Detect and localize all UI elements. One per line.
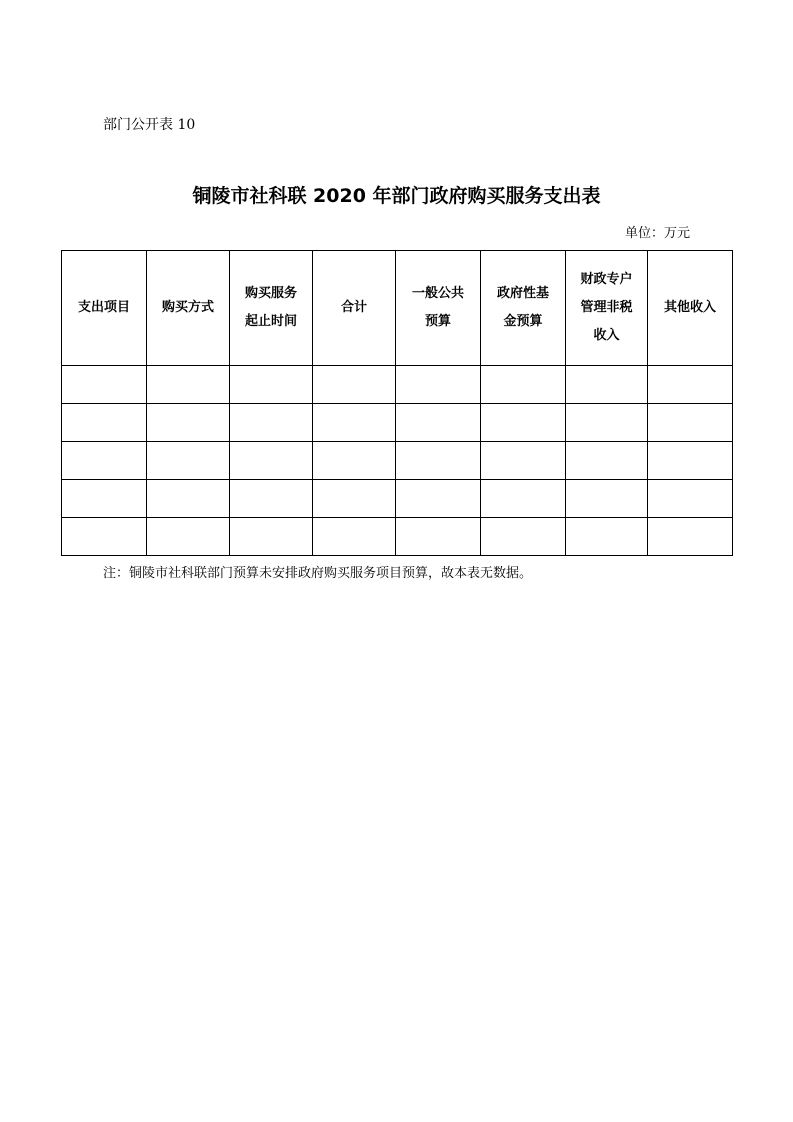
table-row <box>62 442 733 480</box>
header-line: 金预算 <box>503 314 543 329</box>
table-cell <box>481 404 566 442</box>
header-line: 购买服务 <box>244 286 297 301</box>
header-line: 收入 <box>593 328 620 343</box>
table-row <box>62 518 733 556</box>
header-line: 预算 <box>424 314 451 329</box>
column-header-other-income <box>648 251 733 366</box>
table-cell <box>396 404 481 442</box>
table-cell <box>62 366 147 404</box>
table-cell <box>313 442 396 480</box>
header-line: 合计 <box>340 300 367 315</box>
purchase-services-table <box>61 250 733 556</box>
table-cell <box>396 480 481 518</box>
column-header-general-public-budget <box>396 251 481 366</box>
table-cell <box>147 404 230 442</box>
table-cell <box>230 366 313 404</box>
table-cell <box>147 366 230 404</box>
table-cell <box>313 480 396 518</box>
table-cell <box>147 518 230 556</box>
column-header-special-account-nontax-income <box>566 251 648 366</box>
table-cell <box>396 442 481 480</box>
table-cell <box>313 404 396 442</box>
table-cell <box>230 404 313 442</box>
column-header-total <box>313 251 396 366</box>
column-header-expense-item <box>62 251 147 366</box>
table-cell <box>396 366 481 404</box>
column-header-government-fund-budget <box>481 251 566 366</box>
header-line: 财政专户 <box>580 272 633 287</box>
table-cell <box>147 480 230 518</box>
table-cell <box>648 480 733 518</box>
table-cell <box>566 518 648 556</box>
column-header-purchase-method <box>147 251 230 366</box>
header-line: 管理非税 <box>580 300 633 315</box>
table-cell <box>62 404 147 442</box>
table-row <box>62 404 733 442</box>
header-line: 购买方式 <box>161 300 214 315</box>
table-cell <box>62 442 147 480</box>
table-cell <box>230 518 313 556</box>
table-header-row <box>62 251 733 366</box>
document-title: 铜陵市社科联 2020 年部门政府购买服务支出表 <box>192 185 601 207</box>
table-cell <box>62 480 147 518</box>
table-cell <box>481 480 566 518</box>
table-cell <box>648 518 733 556</box>
table-cell <box>230 480 313 518</box>
header-line: 支出项目 <box>77 300 130 315</box>
table-cell <box>62 518 147 556</box>
header-line: 起止时间 <box>244 314 297 329</box>
table-cell <box>481 366 566 404</box>
table-cell <box>481 442 566 480</box>
header-line: 其他收入 <box>663 300 716 315</box>
header-line: 一般公共 <box>411 286 464 301</box>
table-cell <box>313 518 396 556</box>
header-line: 政府性基 <box>496 286 549 301</box>
table-cell <box>566 404 648 442</box>
table-cell <box>566 442 648 480</box>
document-label: 部门公开表 10 <box>103 117 196 133</box>
table-cell <box>147 442 230 480</box>
unit-label: 单位：万元 <box>624 226 690 241</box>
table-row <box>62 480 733 518</box>
table-cell <box>313 366 396 404</box>
table-cell <box>481 518 566 556</box>
table-cell <box>648 404 733 442</box>
table-footnote: 注：铜陵市社科联部门预算未安排政府购买服务项目预算，故本表无数据。 <box>103 566 533 581</box>
table-cell <box>648 442 733 480</box>
table-cell <box>566 480 648 518</box>
table-row <box>62 366 733 404</box>
table-cell <box>230 442 313 480</box>
column-header-service-period <box>230 251 313 366</box>
table-cell <box>396 518 481 556</box>
table-cell <box>648 366 733 404</box>
table-cell <box>566 366 648 404</box>
